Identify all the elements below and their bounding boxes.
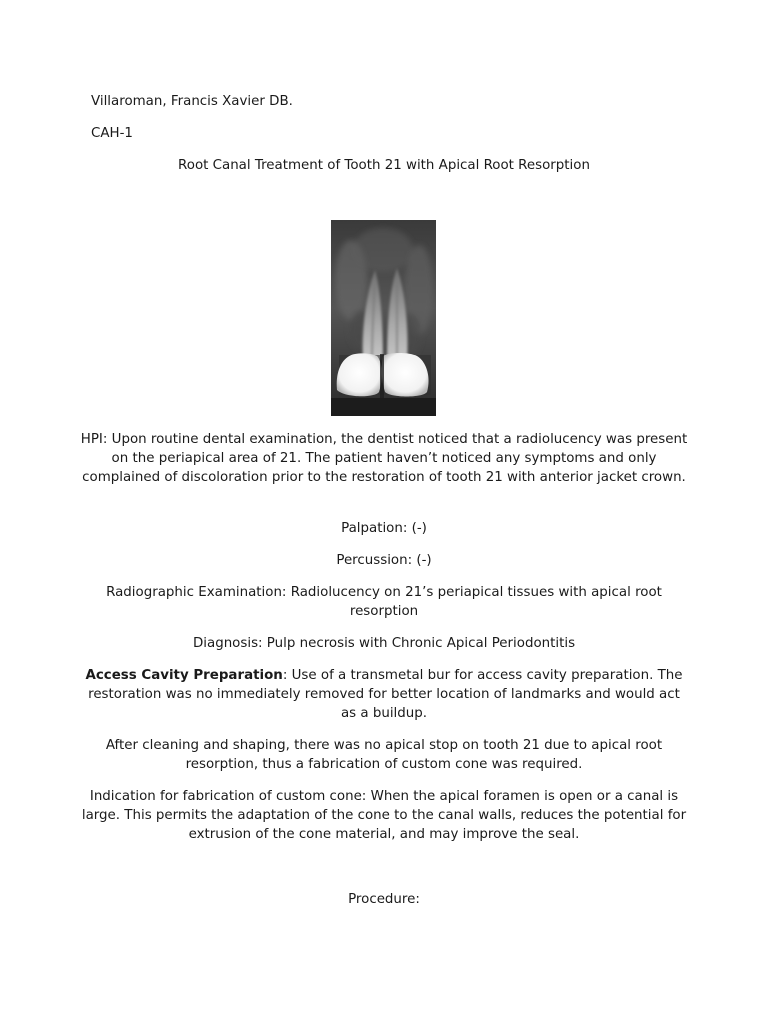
author-name: Villaroman, Francis Xavier DB. bbox=[91, 94, 293, 109]
percussion-line: Percussion: (-) bbox=[336, 553, 432, 568]
radiographic-exam-paragraph: Radiographic Examination: Radiolucency on 21’s periapical tissues with apical root resorption bbox=[106, 585, 662, 619]
document-title: Root Canal Treatment of Tooth 21 with Apical Root Resorption bbox=[178, 158, 590, 173]
palpation-line: Palpation: (-) bbox=[341, 521, 427, 536]
diagnosis-line: Diagnosis: Pulp necrosis with Chronic Apical Periodontitis bbox=[192, 636, 576, 651]
access-cavity-heading: Access Cavity Preparation bbox=[85, 668, 283, 683]
cleaning-shaping-paragraph: After cleaning and shaping, there was no apical stop on tooth 21 due to apical root resorption, thus a fabrication of custom cone was required. bbox=[105, 738, 663, 772]
procedure-heading: Procedure: bbox=[348, 892, 420, 907]
section-code: CAH-1 bbox=[91, 126, 133, 141]
access-cavity-text: : Use of a transmetal bur for access cavity preparation. The restoration was no immediately removed for better location of landmarks and would act as a buildup. bbox=[88, 668, 683, 721]
dental-radiograph bbox=[331, 220, 436, 416]
access-cavity-paragraph bbox=[80, 666, 688, 723]
metal-crowns bbox=[331, 353, 436, 416]
custom-cone-indication-paragraph: Indication for fabrication of custom cone: When the apical foramen is open or a canal is large. This permits the adaptation of the cone to the canal walls, reduces the potential for extrusion of the cone material, and may improve the seal. bbox=[81, 789, 687, 842]
hpi-paragraph: HPI: Upon routine dental examination, the dentist noticed that a radiolucency was present on the periapical area of 21. The patient haven’t noticed any symptoms and only complained of discoloration prior to the restoration of tooth 21 with anterior jacket crown. bbox=[80, 432, 688, 485]
